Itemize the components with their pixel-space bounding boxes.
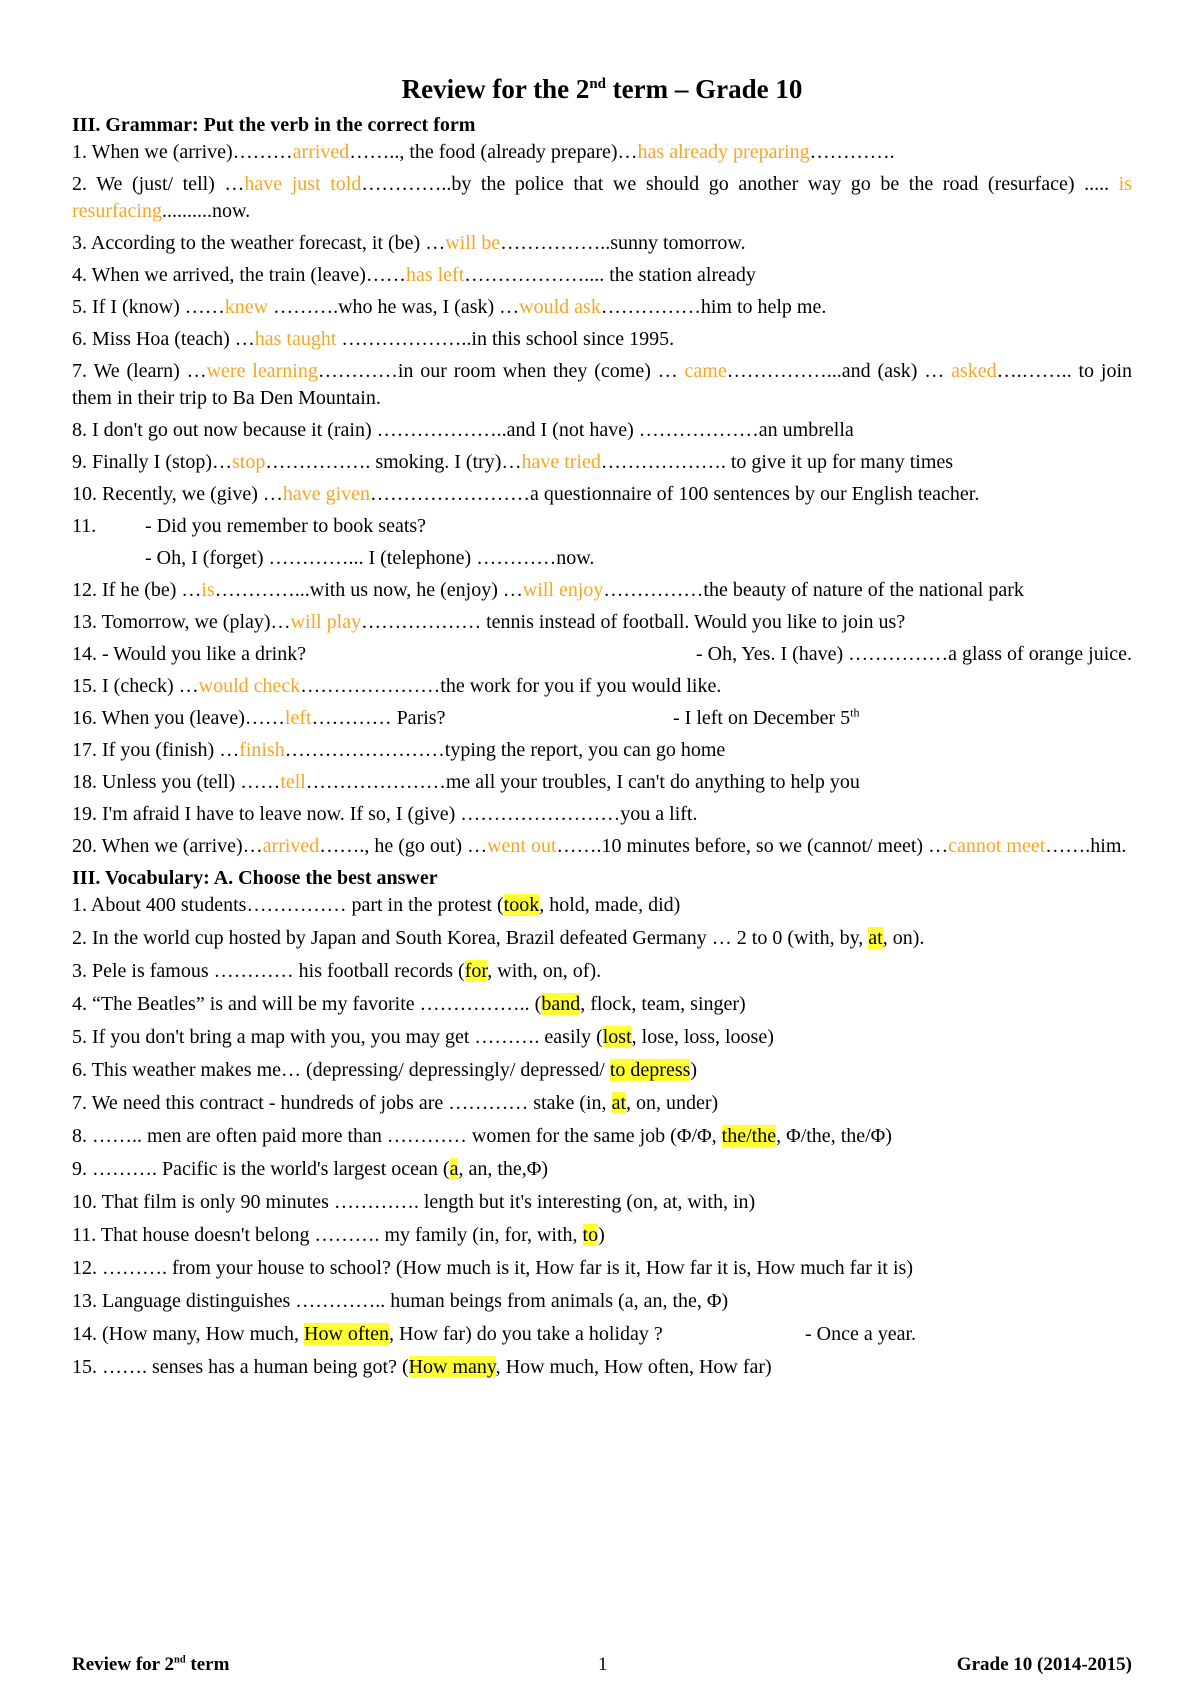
highlighted-answer: at [868,927,883,949]
question-text: ……………………typing the report, you can go home [284,739,726,761]
question-text: …………..by the police that we should go another way go be the road (resurface) ..... [361,173,1119,195]
highlighted-answer: lost [602,1026,632,1048]
list-item [72,1288,1132,1315]
answer-text: cannot meet [948,835,1046,857]
answer-text: came [684,360,727,382]
answer-text: will play [290,611,362,633]
vocabulary-items [72,892,1132,1315]
list-item [72,925,1132,952]
answer-text: knew [224,296,269,318]
answer-text: arrived [292,141,350,163]
grammar-item-11-question: 11. - Did you remember to book seats? [72,515,427,537]
grammar-items-a [72,139,1132,508]
list-item [72,294,1132,321]
highlighted-answer: took [503,894,540,916]
answer-text: would check [198,675,301,697]
highlighted-answer: the/the [721,1125,777,1147]
list-item [72,1255,1132,1282]
question-text: , flock, team, singer) [580,993,746,1015]
question-text: …….10 minutes before, so we (cannot/ meet) … [556,835,949,857]
answer-text: have given [282,483,371,505]
list-item [72,326,1132,353]
vocabulary-item-15 [72,1354,1132,1381]
list-item [72,449,1132,476]
question-text: 13. Language distinguishes ………….. human beings from animals (a, an, the, Φ) [72,1290,729,1312]
question-text: , on, under) [626,1092,719,1114]
footer-left: Review for 2nd term [72,1654,230,1675]
question-text: 2. In the world cup hosted by Japan and South Korea, Brazil defeated Germany … 2 to 0 (with, by, [72,927,869,949]
list-item [72,991,1132,1018]
list-item [72,892,1132,919]
answer-text: is resurfacing [72,173,1132,222]
list-item [72,833,1132,860]
question-text: 5. If you don't bring a map with you, you may get ………. easily ( [72,1026,603,1048]
question-text: 2. We (just/ tell) … [72,173,245,195]
question-text: 12. ………. from your house to school? (How much is it, How far is it, How far it is, How much far it is) [72,1257,913,1279]
answer-text: went out [487,835,557,857]
grammar-items-b [72,673,1132,700]
question-text: ……………….... the station already [464,264,756,286]
question-text: 1. About 400 students…………… part in the protest ( [72,894,504,916]
answer-text: will enjoy [522,579,604,601]
list-item [72,139,1132,166]
question-text: ……., he (go out) … [319,835,488,857]
answer-text: asked [951,360,997,382]
question-text: 7. We (learn) … [72,360,207,382]
question-text: , Φ/the, the/Φ) [776,1125,892,1147]
answer-text: has taught [254,328,337,350]
question-text: , an, the,Φ) [458,1158,549,1180]
question-text: , with, on, of). [487,960,602,982]
question-text: , How much, How often, How far) [495,1356,772,1378]
list-item [72,230,1132,257]
list-item [72,1222,1132,1249]
page-footer [72,1652,1132,1678]
question-text: …….., the food (already prepare)… [349,141,638,163]
answer-text: stop [232,451,266,473]
question-text: ………………..in this school since 1995. [336,328,675,350]
list-item [72,1057,1132,1084]
question-text: 3. Pele is famous ………… his football records ( [72,960,465,982]
answer-text: would ask [519,296,601,318]
question-text: …………………me all your troubles, I can't do anything to help you [305,771,860,793]
page-title: Review for the 2nd term – Grade 10 [401,74,803,104]
highlighted-answer: to depress [609,1059,691,1081]
answer-text: is [201,579,215,601]
highlighted-answer: at [611,1092,626,1114]
question-text: …………. [809,141,895,163]
list-item [72,171,1132,225]
grammar-heading: III. Grammar: Put the verb in the correct form [72,114,476,136]
question-text: …………………the work for you if you would like. [300,675,722,697]
highlighted-answer: band [541,993,581,1015]
list-item [72,1123,1132,1150]
question-text: ……………. smoking. I (try)… [265,451,522,473]
question-text: 3. According to the weather forecast, it (be) … [72,232,446,254]
list-item [72,1189,1132,1216]
question-text: …………in our room when they (come) … [317,360,685,382]
question-text: 20. When we (arrive)… [72,835,263,857]
list-item [72,801,1132,828]
question-text: ……………… tennis instead of football. Would you like to join us? [361,611,906,633]
question-text: 17. If you (finish) … [72,739,240,761]
highlighted-answer: for [464,960,488,982]
grammar-items-c [72,737,1132,860]
answer-text: tell [280,771,306,793]
question-text: , on). [882,927,925,949]
grammar-item-11-answer: - Oh, I (forget) …………... I (telephone) …………now. [145,547,595,569]
question-text: 8. …….. men are often paid more than ………… women for the same job (Φ/Φ, [72,1125,722,1147]
question-text: 10. Recently, we (give) … [72,483,283,505]
document-page [72,70,1132,1387]
highlighted-answer: a [449,1158,459,1180]
question-text: 10. That film is only 90 minutes …………. length but it's interesting (on, at, with, in) [72,1191,756,1213]
question-text: ) [690,1059,698,1081]
question-text: ) [598,1224,605,1246]
list-item [72,358,1132,412]
answer-text: will be [445,232,501,254]
question-text: 13. Tomorrow, we (play)… [72,611,291,633]
question-text: ……………..sunny tomorrow. [500,232,746,254]
highlighted-answer: How many [408,1356,496,1378]
question-text: ……….who he was, I (ask) … [268,296,520,318]
question-text: 11. That house doesn't belong ………. my family (in, for, with, [72,1224,583,1246]
question-text: 12. If he (be) … [72,579,202,601]
list-item [72,1354,1132,1381]
question-text: 4. When we arrived, the train (leave)…… [72,264,406,286]
question-text: ……………...and (ask) … [726,360,952,382]
question-text: , lose, loss, loose) [631,1026,774,1048]
answer-text: has already preparing [637,141,810,163]
list-item [72,1156,1132,1183]
highlighted-answer: to [582,1224,599,1246]
question-text: 5. If I (know) …… [72,296,225,318]
list-item [72,262,1132,289]
answer-text: finish [239,739,285,761]
list-item [72,417,1132,444]
list-item [72,1090,1132,1117]
answer-text: were learning [206,360,318,382]
question-text: …………...with us now, he (enjoy) … [214,579,523,601]
list-item [72,737,1132,764]
question-text: …….him. [1045,835,1127,857]
question-text: 19. I'm afraid I have to leave now. If so, I (give) ……………………you a lift. [72,803,698,825]
question-text: ……………the beauty of nature of the national park [603,579,1024,601]
vocabulary-heading: III. Vocabulary: A. Choose the best answer [72,867,438,889]
question-text: 6. This weather makes me… (depressing/ depressingly/ depressed/ [72,1059,610,1081]
question-text: , hold, made, did) [539,894,681,916]
list-item [72,958,1132,985]
question-text: 7. We need this contract - hundreds of jobs are ………… stake (in, [72,1092,612,1114]
list-item [72,481,1132,508]
question-text: 9. ………. Pacific is the world's largest ocean ( [72,1158,450,1180]
question-text: 6. Miss Hoa (teach) … [72,328,255,350]
question-text: 18. Unless you (tell) …… [72,771,281,793]
list-item [72,577,1132,604]
question-text: 15. ……. senses has a human being got? ( [72,1356,409,1378]
list-item [72,1024,1132,1051]
question-text: 8. I don't go out now because it (rain) ………………..and I (not have) ………………an umbrella [72,419,854,441]
list-item [72,769,1132,796]
vocabulary-item-14: 14. (How many, How much, How often, How far) do you take a holiday ? - Once a year. [72,1323,917,1345]
question-text: ..........now. [161,200,251,222]
question-text: ……………………a questionnaire of 100 sentences by our English teacher. [370,483,980,505]
list-item [72,673,1132,700]
list-item [72,609,1132,636]
question-text: 1. When we (arrive)……… [72,141,293,163]
question-text: 9. Finally I (stop)… [72,451,232,473]
answer-text: has left [405,264,465,286]
question-text: 15. I (check) … [72,675,199,697]
answer-text: arrived [262,835,320,857]
question-text: ….…….. to join them in their trip to Ba Den Mountain. [72,360,1133,409]
answer-text: have just told [244,173,362,195]
answer-text: have tried [521,451,601,473]
grammar-item-14: 14. - Would you like a drink? - Oh, Yes. I (have) ……………a glass of orange juice. [72,643,1132,665]
question-text: ………………. to give it up for many times [600,451,954,473]
question-text: 4. “The Beatles” is and will be my favorite …………….. ( [72,993,542,1015]
page-number: 1 [598,1654,608,1675]
grammar-item-16: 16. When you (leave)……left………… Paris? - I left on December 5th [72,705,860,729]
footer-right: Grade 10 (2014-2015) [956,1654,1132,1675]
grammar-items-a2 [72,577,1132,636]
question-text: ……………him to help me. [600,296,827,318]
